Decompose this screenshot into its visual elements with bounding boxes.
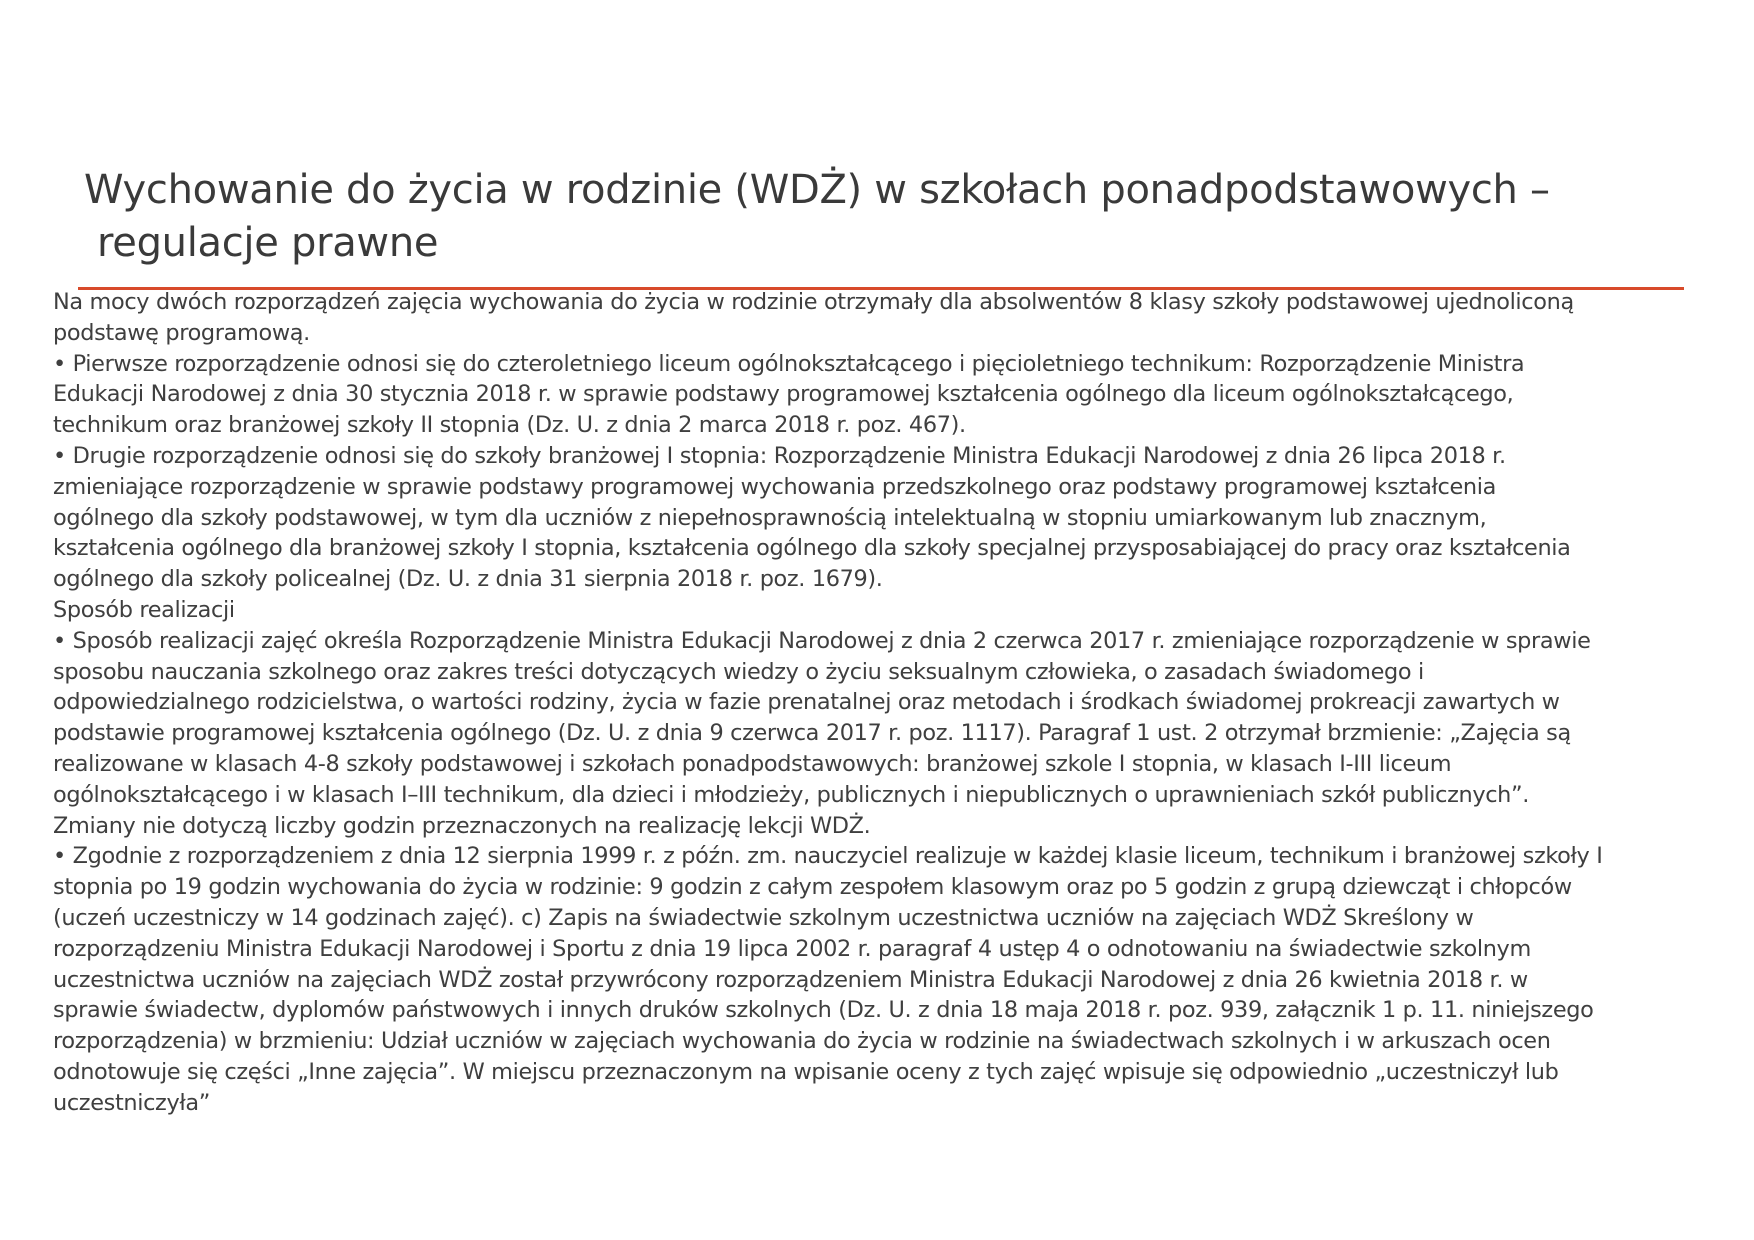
body-line: (uczeń uczestniczy w 14 godzinach zajęć). c) Zapis na świadectwie szkolnym uczestnictwa uczniów na zajęciach WDŻ Skreślony w xyxy=(53,904,1474,931)
body-line: rozporządzeniu Ministra Edukacji Narodowej i Sportu z dnia 19 lipca 2002 r. paragraf 4 ustęp 4 o odnotowaniu na świadectwie szkolnym xyxy=(53,935,1531,962)
slide-title-line: regulacje prawne xyxy=(97,220,439,266)
body-line: uczestniczyła” xyxy=(53,1089,210,1116)
body-line: odpowiedzialnego rodzicielstwa, o wartości rodziny, życia w fazie prenatalnej oraz metodach i środkach świadomej prokreacji zawartych w xyxy=(53,689,1560,716)
body-line: stopnia po 19 godzin wychowania do życia w rodzinie: 9 godzin z całym zespołem klasowym oraz po 5 godzin z grupą dziewcząt i chłopców xyxy=(53,874,1572,901)
body-line: kształcenia ogólnego dla branżowej szkoły I stopnia, kształcenia ogólnego dla szkoły specjalnej przysposabiającej do pracy oraz kształcenia xyxy=(53,535,1571,562)
body-line: rozporządzenia) w brzmieniu: Udział uczniów w zajęciach wychowania do życia w rodzinie na świadectwach szkolnych i w arkuszach ocen xyxy=(53,1028,1551,1055)
body-line: • Pierwsze rozporządzenie odnosi się do czteroletniego liceum ogólnokształcącego i pięcioletniego technikum: Rozporządzenie Ministra xyxy=(53,350,1525,377)
body-line: realizowane w klasach 4-8 szkoły podstawowej i szkołach ponadpodstawowych: branżowej szkole I stopnia, w klasach I-III liceum xyxy=(53,750,1452,777)
body-line: sprawie świadectw, dyplomów państwowych i innych druków szkolnych (Dz. U. z dnia 18 maja 2018 r. poz. 939, załącznik 1 p. 11. niniejszego xyxy=(53,997,1594,1024)
body-line: sposobu nauczania szkolnego oraz zakres treści dotyczących wiedzy o życiu seksualnym człowieka, o zasadach świadomego i xyxy=(53,658,1424,685)
body-line: • Sposób realizacji zajęć określa Rozporządzenie Ministra Edukacji Narodowej z dnia 2 czerwca 2017 r. zmieniające rozporządzenie w sprawie xyxy=(53,627,1591,654)
body-line: zmieniające rozporządzenie w sprawie podstawy programowej wychowania przedszkolnego oraz podstawy programowej kształcenia xyxy=(53,473,1496,500)
body-line: odnotowuje się części „Inne zajęcia”. W miejscu przeznaczonym na wpisanie oceny z tych zajęć wpisuje się odpowiednio „uczestniczył lub xyxy=(53,1058,1559,1085)
body-line: Edukacji Narodowej z dnia 30 stycznia 2018 r. w sprawie podstawy programowej kształcenia ogólnego dla liceum ogólnokształcącego, xyxy=(53,381,1514,408)
body-line: • Zgodnie z rozporządzeniem z dnia 12 sierpnia 1999 r. z późn. zm. nauczyciel realizuje w każdej klasie liceum, technikum i branżowej szkoły I xyxy=(53,843,1603,870)
slide-title xyxy=(84,164,1664,270)
body-line: • Drugie rozporządzenie odnosi się do szkoły branżowej I stopnia: Rozporządzenie Ministra Edukacji Narodowej z dnia 26 lipca 2018 r. xyxy=(53,442,1506,469)
slide-title-line: Wychowanie do życia w rodzinie (WDŻ) w szkołach ponadpodstawowych – xyxy=(84,167,1550,213)
body-line: ogólnokształcącego i w klasach I–III technikum, dla dzieci i młodzieży, publicznych i niepublicznych o uprawnieniach szkół publicznych”. xyxy=(53,781,1530,808)
body-line: podstawie programowej kształcenia ogólnego (Dz. U. z dnia 9 czerwca 2017 r. poz. 1117). Paragraf 1 ust. 2 otrzymał brzmienie: „Zajęcia są xyxy=(53,720,1571,747)
body-line: technikum oraz branżowej szkoły II stopnia (Dz. U. z dnia 2 marca 2018 r. poz. 467). xyxy=(53,412,966,439)
body-line: podstawę programową. xyxy=(53,319,310,346)
body-line: ogólnego dla szkoły podstawowej, w tym dla uczniów z niepełnosprawnością intelektualną w stopniu umiarkowanym lub znacznym, xyxy=(53,504,1487,531)
section-heading: Sposób realizacji xyxy=(53,596,235,623)
body-line: ogólnego dla szkoły policealnej (Dz. U. z dnia 31 sierpnia 2018 r. poz. 1679). xyxy=(53,566,883,593)
body-line: Zmiany nie dotyczą liczby godzin przeznaczonych na realizację lekcji WDŻ. xyxy=(53,812,871,839)
body-line: uczestnictwa uczniów na zajęciach WDŻ został przywrócony rozporządzeniem Ministra Edukacji Narodowej z dnia 26 kwietnia 2018 r. w xyxy=(53,966,1528,993)
slide-body-text xyxy=(53,287,1693,1119)
body-line: Na mocy dwóch rozporządzeń zajęcia wychowania do życia w rodzinie otrzymały dla absolwentów 8 klasy szkoły podstawowej ujednoliconą xyxy=(53,289,1574,315)
